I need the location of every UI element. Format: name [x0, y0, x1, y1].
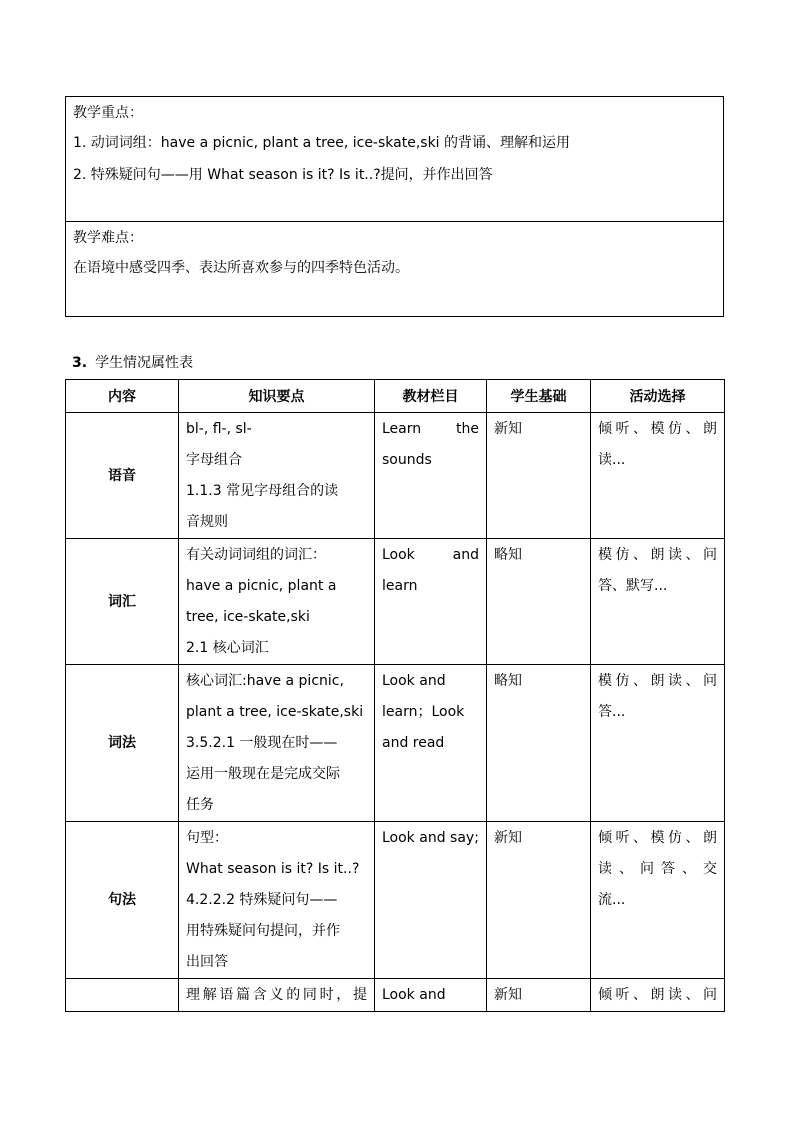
- section-line: Look and: [382, 673, 446, 689]
- activities-line: 模仿、朗读、问: [598, 673, 717, 689]
- knowledge-line: 句型：: [186, 830, 228, 846]
- category-cell: 语音: [66, 413, 179, 539]
- table-title: [72, 352, 193, 374]
- teaching-focus-box: [65, 96, 724, 317]
- table-title-text: 学生情况属性表: [95, 355, 194, 371]
- knowledge-line: 用特殊疑问句提问，并作: [186, 923, 340, 939]
- knowledge-line: bl-, fl-, sl-: [186, 421, 252, 437]
- activities-cell: [591, 822, 725, 979]
- section-line: sounds: [382, 452, 432, 468]
- header-activities: 活动选择: [591, 380, 725, 413]
- activities-line: 倾听、朗读、问: [598, 987, 717, 1003]
- student-properties-table: [65, 379, 725, 1012]
- activities-cell: [591, 539, 725, 665]
- activities-line: 流...: [598, 892, 626, 908]
- section-line: and read: [382, 735, 445, 751]
- header-basis: 学生基础: [487, 380, 591, 413]
- section-cell: [375, 665, 487, 822]
- activities-line: 读、问答、交: [598, 861, 717, 877]
- knowledge-line: 有关动词词组的词汇：: [186, 547, 326, 563]
- key-point-item: 2. 特殊疑问句——用 What season is it? Is it..?提问，并作出回答: [73, 167, 493, 183]
- table-header-row: [66, 380, 725, 413]
- activities-line: 模仿、朗读、问: [598, 547, 717, 563]
- knowledge-line: 3.5.2.1 一般现在时——: [186, 735, 338, 751]
- activities-cell: [591, 979, 725, 1012]
- section-line: Look and: [382, 547, 479, 563]
- knowledge-line: 2.1 核心词汇: [186, 640, 269, 656]
- knowledge-line: 运用一般现在是完成交际: [186, 766, 340, 782]
- section-cell: [375, 979, 487, 1012]
- key-points-section: [66, 97, 723, 222]
- difficulty-item: 在语境中感受四季、表达所喜欢参与的四季特色活动。: [73, 260, 409, 276]
- basis-cell: 略知: [487, 539, 591, 665]
- key-points-title: 教学重点：: [73, 105, 143, 121]
- activities-line: 读...: [598, 452, 626, 468]
- table-row: [66, 822, 725, 979]
- knowledge-cell: [179, 539, 375, 665]
- knowledge-line: plant a tree, ice-skate,ski: [186, 704, 364, 720]
- knowledge-line: 理解语篇含义的同时，提: [186, 987, 367, 1003]
- knowledge-line: What season is it? Is it..?: [186, 861, 360, 877]
- section-cell: [375, 539, 487, 665]
- basis-cell: 新知: [487, 979, 591, 1012]
- activities-cell: [591, 665, 725, 822]
- header-knowledge: 知识要点: [179, 380, 375, 413]
- knowledge-line: have a picnic, plant a: [186, 578, 337, 594]
- basis-cell: 新知: [487, 413, 591, 539]
- activities-line: 答、默写...: [598, 578, 668, 594]
- activities-cell: [591, 413, 725, 539]
- category-cell: 词法: [66, 665, 179, 822]
- activities-line: 倾听、模仿、朗: [598, 830, 717, 846]
- knowledge-line: 4.2.2.2 特殊疑问句——: [186, 892, 338, 908]
- category-cell: 词汇: [66, 539, 179, 665]
- basis-cell: 新知: [487, 822, 591, 979]
- activities-line: 倾听、模仿、朗: [598, 421, 717, 437]
- knowledge-line: 字母组合: [186, 452, 242, 468]
- table-row: [66, 539, 725, 665]
- table-row: [66, 665, 725, 822]
- knowledge-line: 音规则: [186, 514, 228, 530]
- knowledge-line: 1.1.3 常见字母组合的读: [186, 483, 339, 499]
- category-cell: 句法: [66, 822, 179, 979]
- knowledge-cell: [179, 413, 375, 539]
- key-point-item: 1. 动词词组：have a picnic, plant a tree, ice-skate,ski 的背诵、理解和运用: [73, 135, 571, 151]
- header-section: 教材栏目: [375, 380, 487, 413]
- section-line: Look and say;: [382, 830, 479, 846]
- section-line: learn: [382, 578, 418, 594]
- activities-line: 答...: [598, 704, 626, 720]
- category-cell: [66, 979, 179, 1012]
- knowledge-line: 任务: [186, 797, 214, 813]
- section-line: Look and: [382, 987, 446, 1003]
- knowledge-cell: [179, 822, 375, 979]
- difficulties-title: 教学难点：: [73, 230, 143, 246]
- table-title-number: 3.: [72, 355, 88, 371]
- section-cell: [375, 413, 487, 539]
- knowledge-cell: [179, 665, 375, 822]
- knowledge-line: tree, ice-skate,ski: [186, 609, 310, 625]
- header-content: 内容: [66, 380, 179, 413]
- table-row: [66, 413, 725, 539]
- knowledge-line: 出回答: [186, 954, 228, 970]
- difficulties-section: [66, 222, 723, 316]
- section-line: Learn the: [382, 421, 479, 437]
- section-line: learn；Look: [382, 704, 465, 720]
- section-cell: [375, 822, 487, 979]
- table-row: [66, 979, 725, 1012]
- basis-cell: 略知: [487, 665, 591, 822]
- knowledge-cell: [179, 979, 375, 1012]
- knowledge-line: 核心词汇:have a picnic,: [186, 673, 344, 689]
